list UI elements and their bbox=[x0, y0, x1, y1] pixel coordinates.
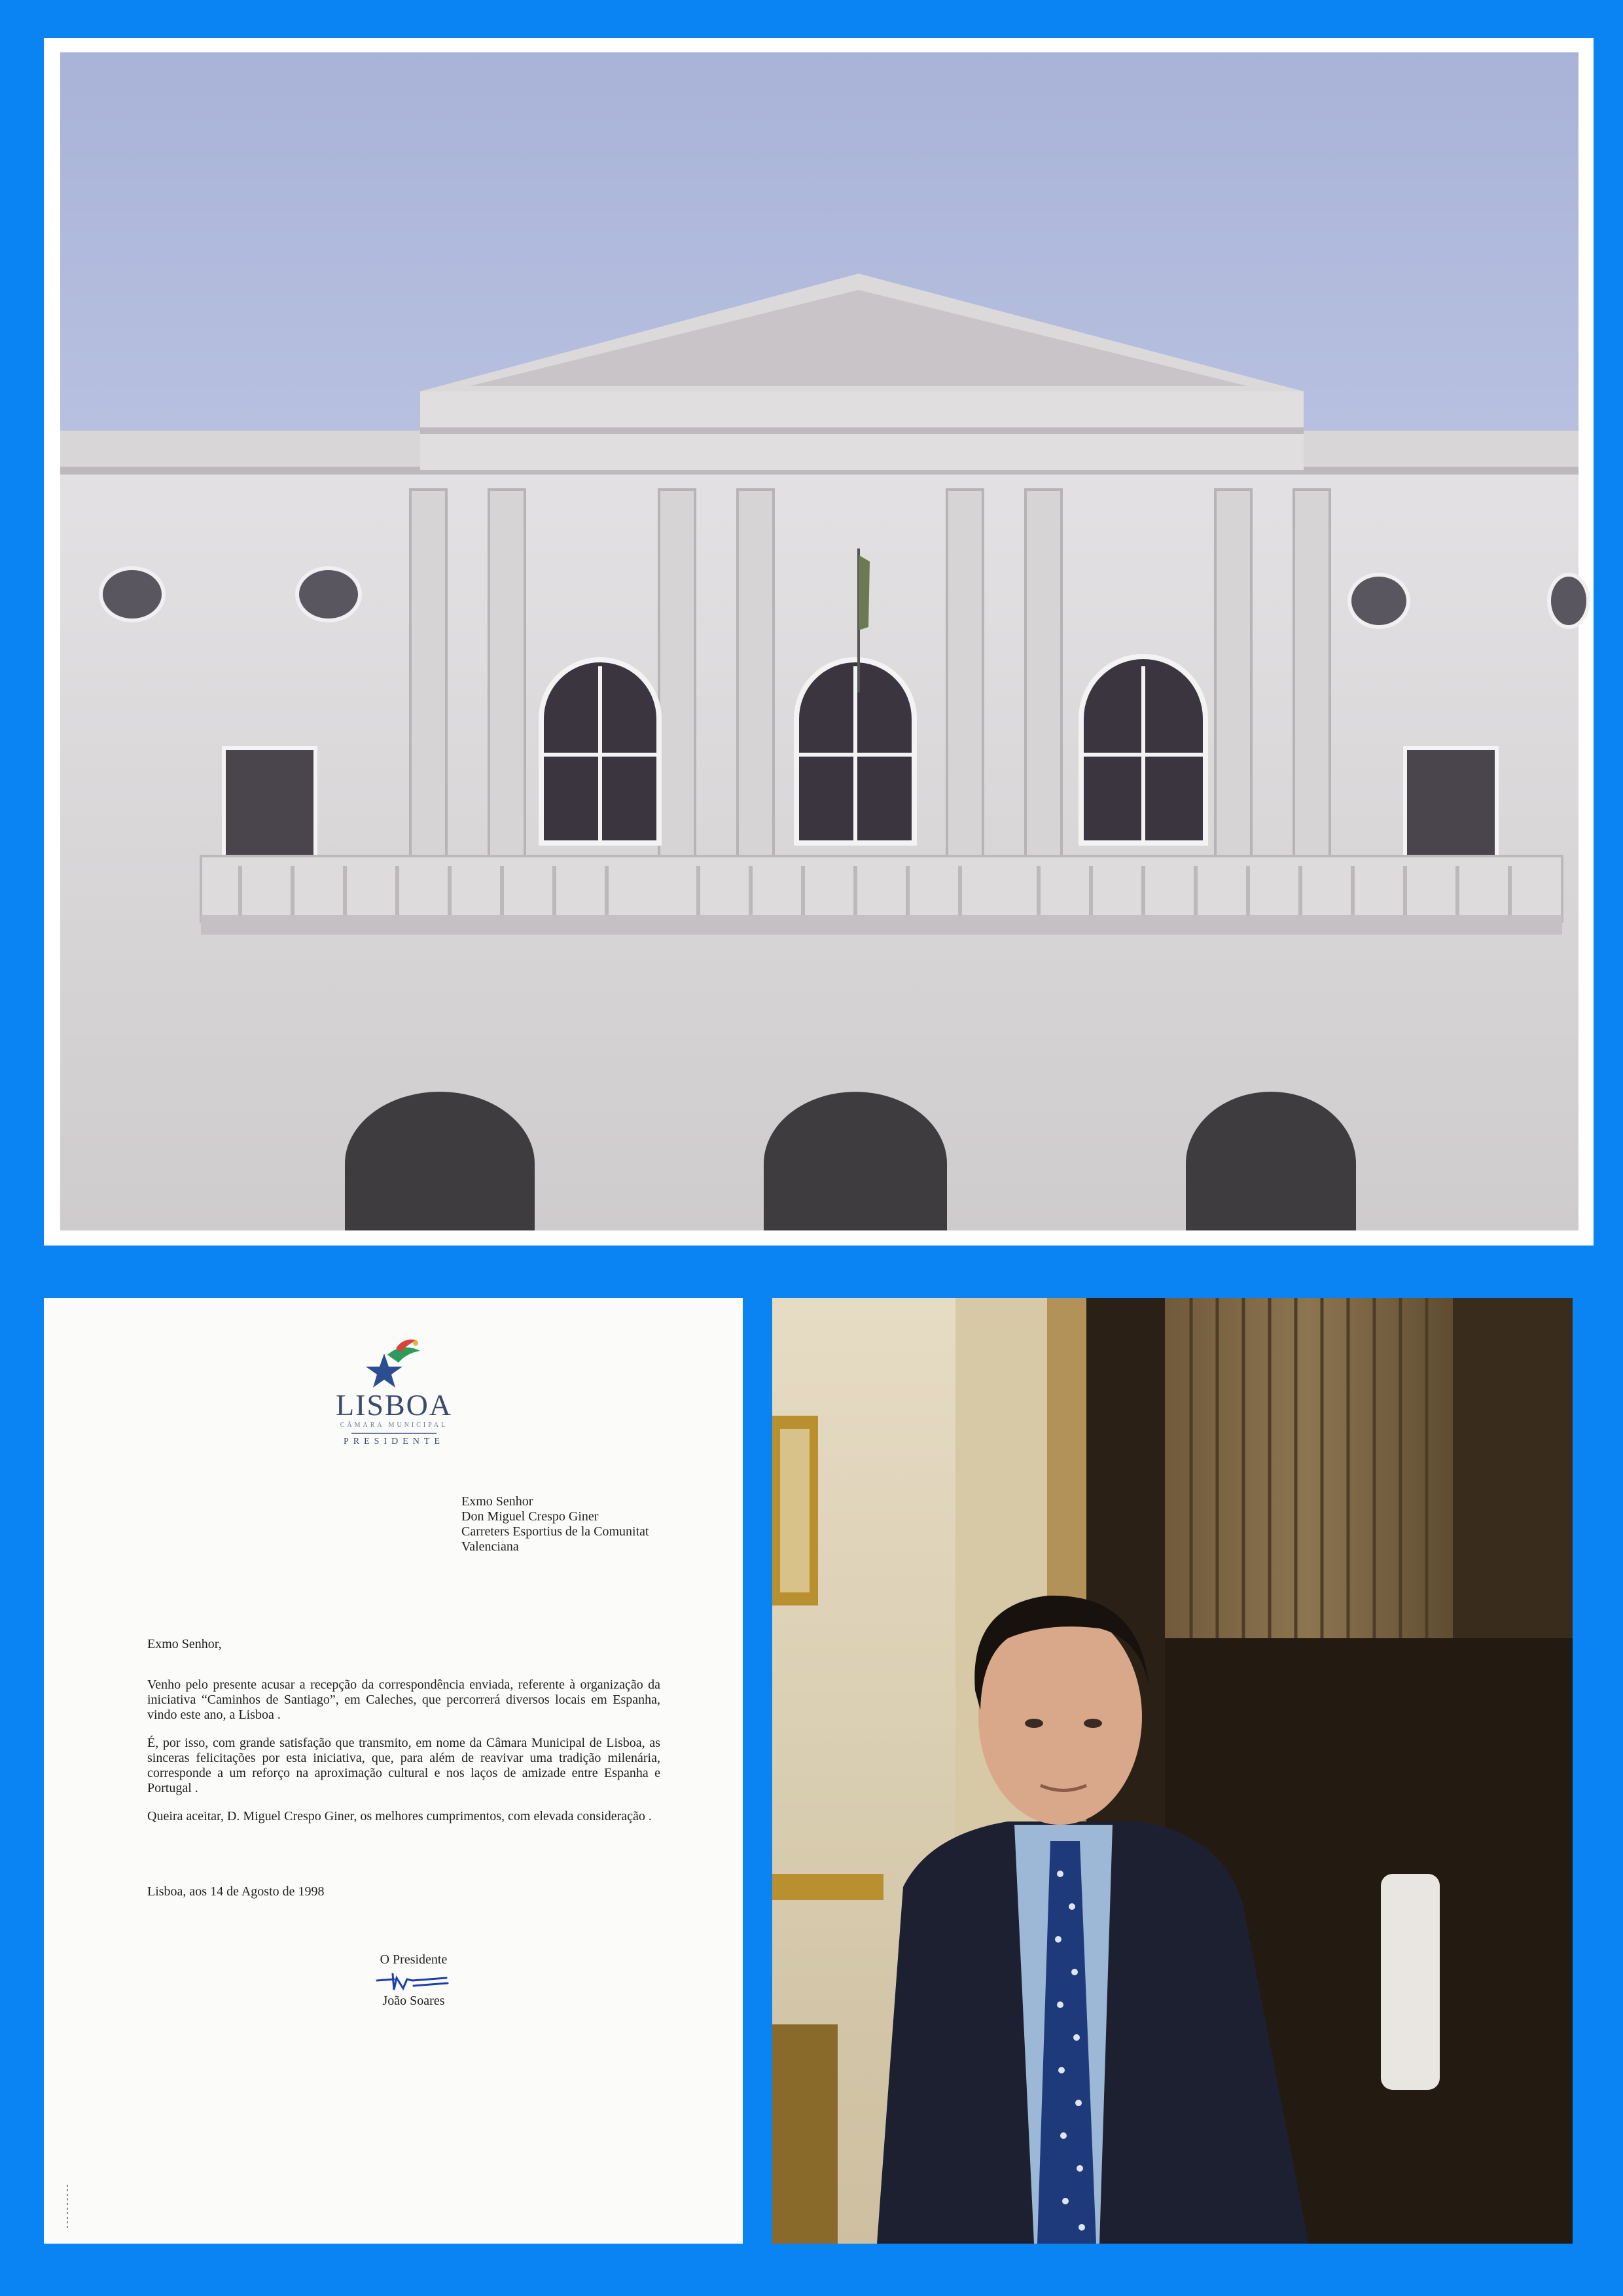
city-hall-photo bbox=[44, 38, 1594, 1246]
date-line: Lisboa, aos 14 de Agosto de 1998 bbox=[147, 1884, 325, 1899]
paragraph: Queira aceitar, D. Miguel Crespo Giner, os melhores cumprimentos, com elevada consideração . bbox=[147, 1809, 652, 1823]
signature-title: O Presidente bbox=[380, 1952, 448, 1967]
lisboa-wordmark: LISBOA bbox=[335, 1388, 453, 1422]
lisboa-logo bbox=[315, 1334, 473, 1447]
signature-block bbox=[365, 1952, 463, 2009]
logo-subtitle: CÂMARA MUNICIPAL bbox=[340, 1422, 448, 1429]
addressee-block bbox=[461, 1494, 649, 1554]
logo-divider bbox=[351, 1433, 437, 1434]
salutation: Exmo Senhor, bbox=[147, 1637, 222, 1651]
star-bird-emblem-icon bbox=[358, 1334, 430, 1393]
letter-body bbox=[147, 1677, 660, 1837]
footer-printmark-icon bbox=[63, 2181, 71, 2234]
portrait-photo bbox=[772, 1298, 1573, 2244]
addressee-line: Don Miguel Crespo Giner bbox=[461, 1509, 599, 1524]
addressee-line: Exmo Senhor bbox=[461, 1494, 533, 1509]
addressee-line: Carreters Esportius de la Comunitat bbox=[461, 1524, 649, 1539]
president-letter bbox=[44, 1298, 743, 2244]
paragraph: Venho pelo presente acusar a recepção da correspondência enviada, referente à organização da iniciativa “Caminhos de Santiago”, em Caleches, que percorrerá diversos locais em Espanha, vindo este ano, a Lisboa . bbox=[147, 1677, 660, 1722]
logo-role: PRESIDENTE bbox=[344, 1437, 444, 1446]
addressee-line: Valenciana bbox=[461, 1539, 519, 1554]
handwritten-signature bbox=[374, 1970, 453, 1992]
paragraph: É, por isso, com grande satisfação que transmito, em nome da Câmara Municipal de Lisboa, as sinceras felicitações por esta iniciativa, que, para além de reavivar uma tradição milenária, corresponde a um reforço na aproximação cultural e nos laços de amizade entre Espanha e Portugal . bbox=[147, 1736, 660, 1795]
signatory-name: João Soares bbox=[382, 1994, 445, 2008]
portrait-illustration bbox=[772, 1298, 1573, 2244]
city-hall-facade-illustration bbox=[44, 38, 1594, 1246]
